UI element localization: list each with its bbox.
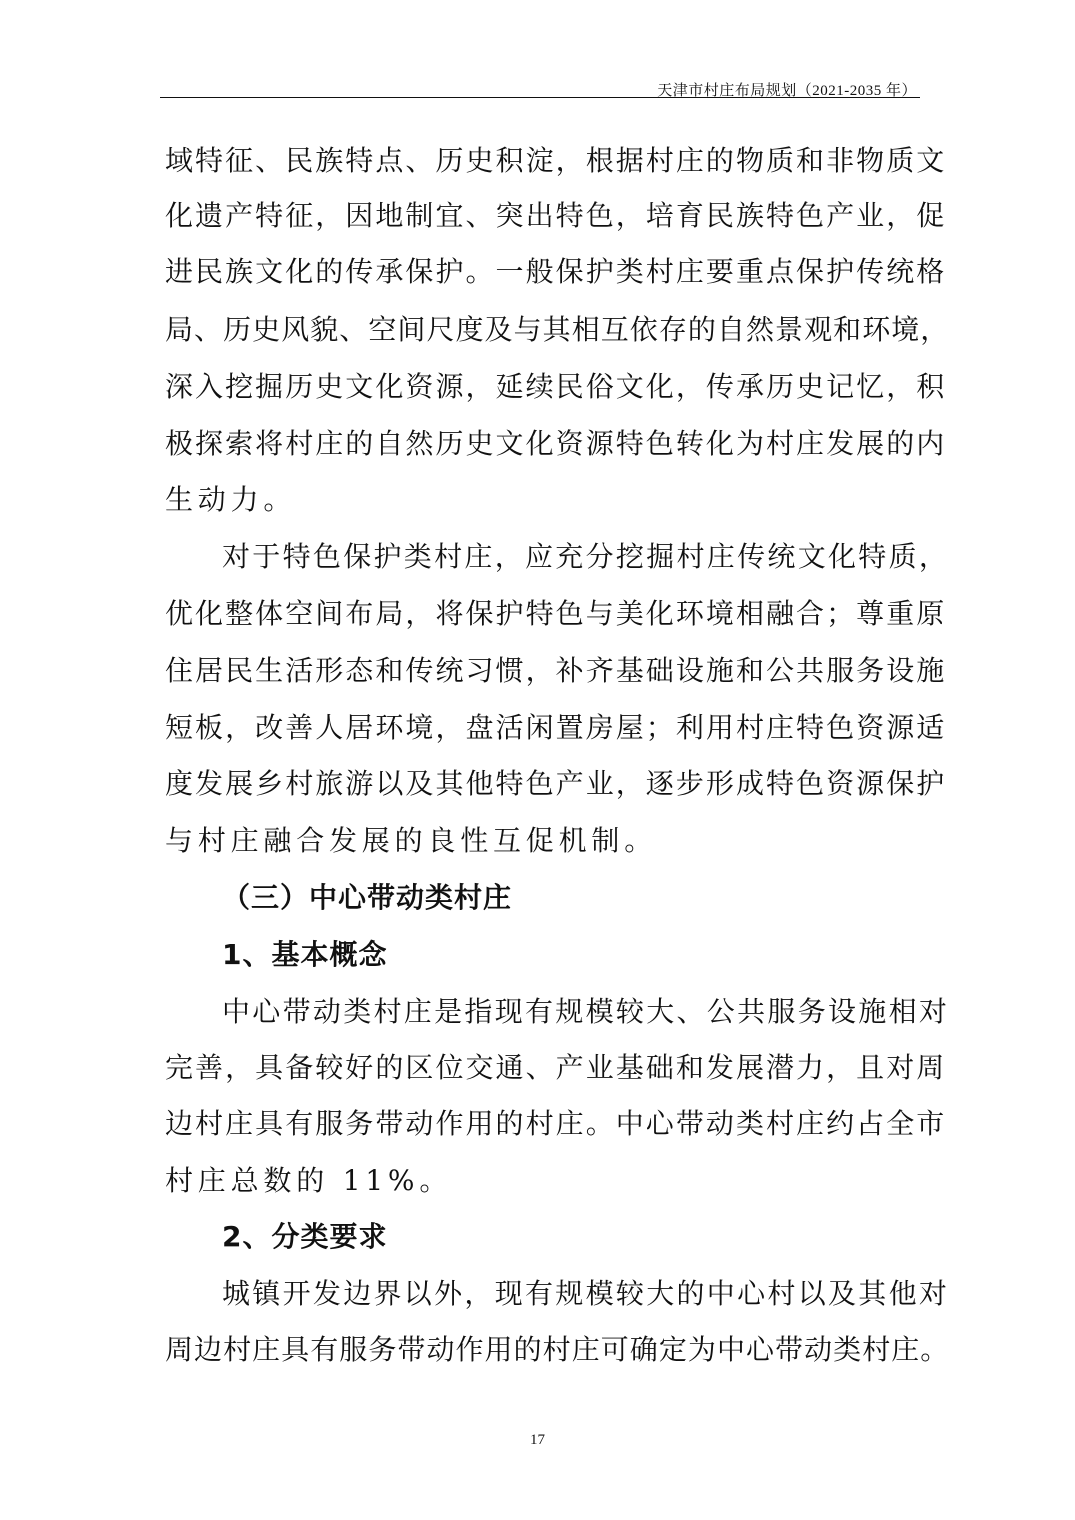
header-divider xyxy=(160,97,920,98)
body-line: 完善，具备较好的区位交通、产业基础和发展潜力，且对周 xyxy=(165,1051,947,1084)
body-line: 周边村庄具有服务带动作用的村庄可确定为中心带动类村庄。 xyxy=(165,1333,950,1366)
body-line: 与村庄融合发展的良性互促机制。 xyxy=(165,824,658,857)
running-header-title: 天津市村庄布局规划（2021-2035 年） xyxy=(657,83,917,99)
body-line: 生动力。 xyxy=(165,483,297,516)
body-line: 城镇开发边界以外，现有规模较大的中心村以及其他对 xyxy=(222,1277,950,1310)
body-line: 对于特色保护类村庄，应充分挖掘村庄传统文化特质， xyxy=(222,540,950,573)
body-line: 优化整体空间布局，将保护特色与美化环境相融合；尊重原 xyxy=(165,597,947,630)
body-line: 村庄总数的 11%。 xyxy=(165,1164,453,1197)
subsection-heading: 2、分类要求 xyxy=(222,1220,388,1253)
subsection-heading: 1、基本概念 xyxy=(222,938,388,971)
body-line: 短板，改善人居环境，盘活闲置房屋；利用村庄特色资源适 xyxy=(165,711,947,744)
body-line: 度发展乡村旅游以及其他特色产业，逐步形成特色资源保护 xyxy=(165,767,947,800)
body-line: 中心带动类村庄是指现有规模较大、公共服务设施相对 xyxy=(222,995,950,1028)
body-line: 域特征、民族特点、历史积淀，根据村庄的物质和非物质文 xyxy=(165,144,947,177)
body-line: 化遗产特征，因地制宜、突出特色，培育民族特色产业，促 xyxy=(165,199,947,232)
body-line: 边村庄具有服务带动作用的村庄。中心带动类村庄约占全市 xyxy=(165,1107,947,1140)
section-heading: （三）中心带动类村庄 xyxy=(222,881,513,914)
body-line: 进民族文化的传承保护。一般保护类村庄要重点保护传统格 xyxy=(165,255,947,288)
body-line: 住居民生活形态和传统习惯，补齐基础设施和公共服务设施 xyxy=(165,654,947,687)
body-line: 深入挖掘历史文化资源，延续民俗文化，传承历史记忆，积 xyxy=(165,370,947,403)
page-number: 17 xyxy=(530,1432,545,1448)
body-line: 局、历史风貌、空间尺度及与其相互依存的自然景观和环境， xyxy=(165,313,950,346)
body-line: 极探索将村庄的自然历史文化资源特色转化为村庄发展的内 xyxy=(165,427,947,460)
